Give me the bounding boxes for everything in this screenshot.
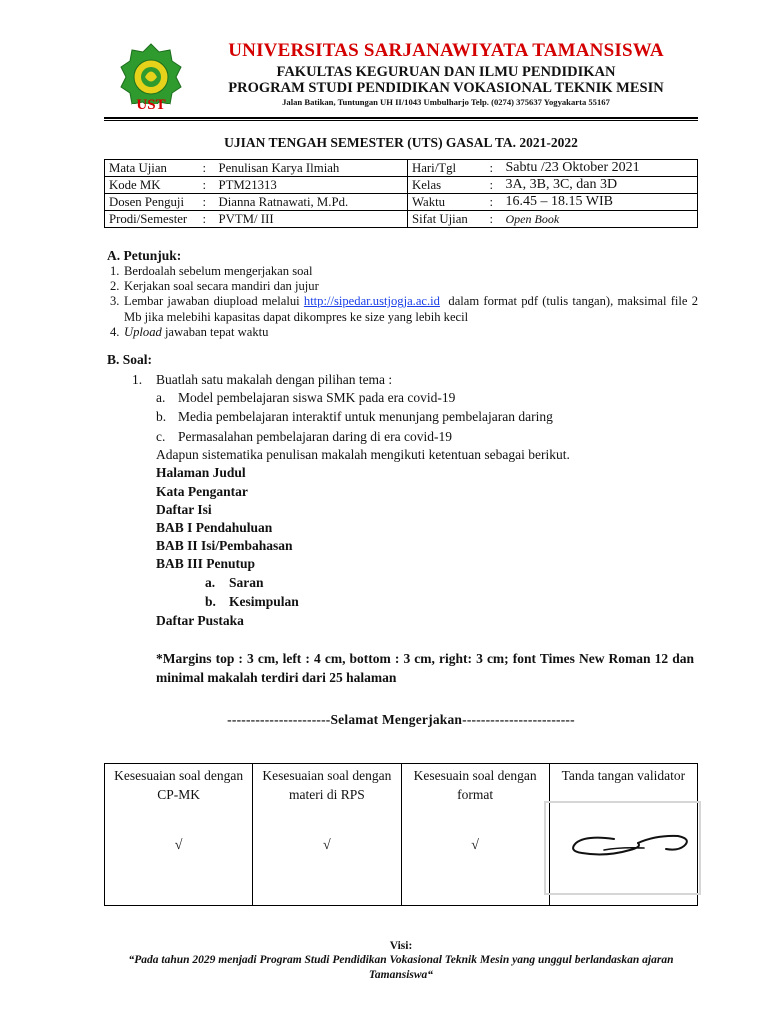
item-text [124,294,698,324]
check-mark: √ [174,838,183,853]
university-logo [118,42,184,118]
info-row [105,160,698,177]
kode-mk-label: Kode MK [105,177,201,194]
info-row [105,211,698,228]
option-label: b. [156,409,167,424]
signature-image [544,801,701,895]
kelas-value: 3A, 3B, 3C, dan 3D [502,177,698,194]
exam-title: UJIAN TENGAH SEMESTER (UTS) GASAL TA. 2021-2022 [224,135,578,150]
prodi-value: PVTM/ III [215,211,408,228]
column-header: Tanda tangan validator [561,768,686,783]
item-text-post: jawaban tepat waktu [164,324,269,339]
section-a-heading: A. Petunjuk: [107,248,182,263]
item-number: 2. [110,279,120,294]
item-number: 4. [110,324,120,339]
faculty-name: FAKULTAS KEGURUAN DAN ILMU PENDIDIKAN [276,64,616,80]
option-label: c. [156,429,166,444]
kelas-label: Kelas [408,177,488,194]
option-label: a. [156,390,166,405]
colon: : [488,211,502,228]
list-item [110,264,698,279]
structure-item: Daftar Isi [156,502,212,517]
column-header: Kesesuain soal dengan format [413,768,537,802]
university-address: Jalan Batikan, Tuntungan UH II/1043 Umbulharjo Telp. (0274) 375637 Yogyakarta 55167 [282,97,610,107]
structure-item: Daftar Pustaka [156,613,244,628]
colon: : [201,194,215,211]
mata-ujian-value: Penulisan Karya Ilmiah [215,160,408,177]
colon: : [488,194,502,211]
structure-item: BAB I Pendahuluan [156,520,273,535]
waktu-value: 16.45 – 18.15 WIB [502,194,698,211]
logo-text: UST [136,97,166,113]
dosen-value: Dianna Ratnawati, M.Pd. [215,194,408,211]
kode-mk-value: PTM21313 [215,177,408,194]
structure-item: Kata Pengantar [156,484,248,499]
closing-line: ----------------------Selamat Mengerjakan------------------------ [227,712,575,727]
vision-text: “Pada tahun 2029 menjadi Program Studi Pendidikan Vokasional Teknik Mesin yang unggul berlandaskan ajaran Tamansiswa“ [128,954,674,981]
colon: : [201,211,215,228]
structure-item: BAB II Isi/Pembahasan [156,538,293,553]
info-row [105,177,698,194]
colon: : [488,177,502,194]
info-row [105,194,698,211]
mata-ujian-label: Mata Ujian [105,160,201,177]
university-name: UNIVERSITAS SARJANAWIYATA TAMANSISWA [228,40,664,61]
option-text: Model pembelajaran siswa SMK pada era covid-19 [178,390,456,405]
program-name: PROGRAM STUDI PENDIDIKAN VOKASIONAL TEKNIK MESIN [228,80,664,96]
check-mark: √ [471,838,479,853]
sipedar-link[interactable]: http://sipedar.ustjogja.ac.id [303,294,440,309]
structure-item: Halaman Judul [156,465,246,480]
prodi-label: Prodi/Semester [105,211,201,228]
item-text-post: dalam format pdf (tulis tangan), maksimal file 2 Mb jika melebihi kapasitas dapat dikompres ke size yang lebih kecil [124,294,699,324]
list-item [110,294,698,324]
item-text-pre: Lembar jawaban diupload melalui [124,294,300,309]
table-cell [105,764,253,906]
dosen-label: Dosen Penguji [105,194,201,211]
sub-item-label: b. [205,594,216,609]
header-divider-thin [104,120,698,121]
colon: : [201,177,215,194]
check-mark: √ [323,838,331,853]
option-text: Media pembelajaran interaktif untuk menunjang pembelajaran daring [178,409,553,424]
sifat-label: Sifat Ujian [408,211,488,228]
structure-item: BAB III Penutup [156,556,256,571]
vision-label: Visi: [389,940,413,952]
hari-label: Hari/Tgl [408,160,488,177]
colon: : [201,160,215,177]
instruction-list [110,264,698,340]
structure-intro: Adapun sistematika penulisan makalah mengikuti ketentuan sebagai berikut. [156,447,570,462]
item-number: 1. [110,264,120,278]
table-cell [401,764,549,906]
formatting-note: *Margins top : 3 cm, left : 4 cm, bottom : 3 cm, right: 3 cm; font Times New Roman 12 dan minimal makalah terdiri dari 25 halaman [156,651,694,685]
exam-info-table [104,159,698,228]
item-text: Kerjakan soal secara mandiri dan jujur [124,279,319,294]
sub-item-label: a. [205,575,216,590]
waktu-label: Waktu [408,194,488,211]
sub-item-text: Saran [229,575,264,590]
item-text-em: Upload [124,324,162,339]
sifat-value: Open Book [502,211,698,228]
header-divider-thick [104,117,698,119]
option-text: Permasalahan pembelajaran daring di era covid-19 [178,429,453,444]
question-number: 1. [132,372,143,387]
colon: : [488,160,502,177]
table-cell [253,764,401,906]
column-header: Kesesuaian soal dengan CP-MK [114,768,244,802]
column-header: Kesesuaian soal dengan materi di RPS [262,768,392,802]
item-number: 3. [110,294,120,309]
section-b-heading: B. Soal: [107,352,153,367]
list-item [110,279,698,294]
sub-item-text: Kesimpulan [229,594,299,609]
item-text [124,325,698,340]
item-text: Berdoalah sebelum mengerjakan soal [124,264,313,278]
signature-drawing [546,803,699,893]
question-text: Buatlah satu makalah dengan pilihan tema : [156,372,393,387]
list-item [110,325,698,340]
hari-value: Sabtu /23 Oktober 2021 [502,160,698,177]
